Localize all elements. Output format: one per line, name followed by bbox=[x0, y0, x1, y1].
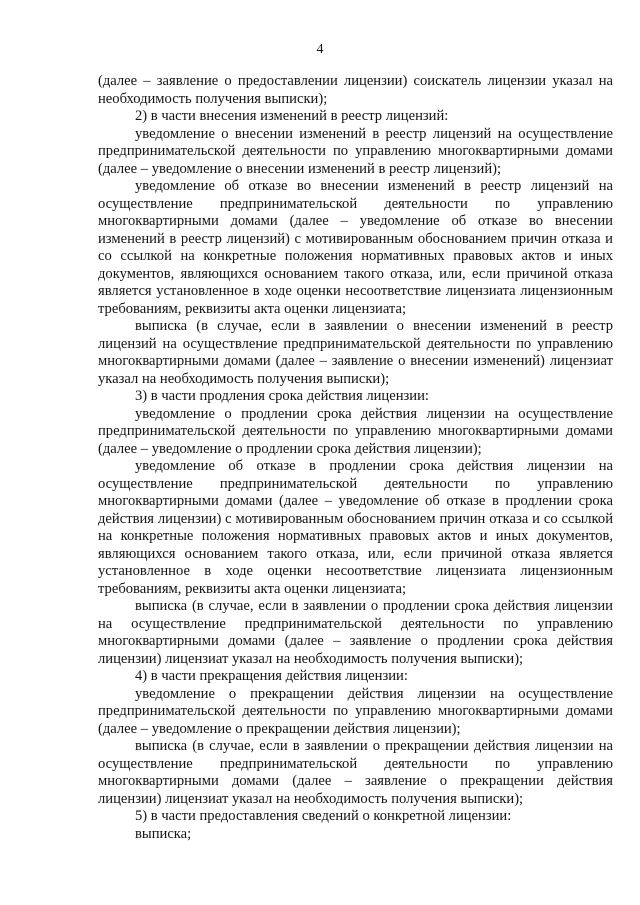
paragraph: уведомление об отказе в продлении срока действия лицензии на осуществление предпринимательской деятельности по управлению многоквартирными домами (далее – уведомление об отказе в продлении срока действия лицензии) с мотивированным обоснованием причин отказа и со ссылкой на конкретные положения нормативных правовых актов и иных документов, являющихся основанием такого отказа, или, если причиной отказа является установленное в ходе оценки несоответствие лицензиата лицензионным требованиям, реквизиты акта оценки лицензиата; bbox=[98, 458, 613, 597]
paragraph: уведомление о прекращении действия лицензии на осуществление предпринимательской деятельности по управлению многоквартирными домами (далее – уведомление о прекращении действия лицензии); bbox=[98, 685, 613, 737]
paragraph: уведомление о продлении срока действия лицензии на осуществление предпринимательской деятельности по управлению многоквартирными домами (далее – уведомление о продлении срока действия лицензии); bbox=[98, 405, 613, 457]
paragraph: уведомление об отказе во внесении изменений в реестр лицензий на осуществление предпринимательской деятельности по управлению многоквартирными домами (далее – уведомление об отказе во внесении изменений в реестр лицензий) с мотивированным обоснованием причин отказа и со ссылкой на конкретные положения нормативных правовых актов и иных документов, являющихся основанием такого отказа, или, если причиной отказа является установленное в ходе оценки несоответствие лицензиата лицензионным требованиям, реквизиты акта оценки лицензиата; bbox=[98, 178, 613, 317]
section-heading-license-info: 5) в части предоставления сведений о конкретной лицензии: bbox=[135, 808, 512, 824]
section-heading-license-extension: 3) в части продления срока действия лицензии: bbox=[135, 388, 429, 404]
section-heading-license-termination: 4) в части прекращения действия лицензии: bbox=[135, 668, 408, 684]
paragraph: выписка (в случае, если в заявлении о продлении срока действия лицензии на осуществление предпринимательской деятельности по управлению многоквартирными домами (далее – заявление о продлении срока действия лицензии) лицензиат указал на необходимость получения выписки); bbox=[98, 598, 613, 667]
paragraph: выписка (в случае, если в заявлении о прекращении действия лицензии на осуществление предпринимательской деятельности по управлению многоквартирными домами (далее – заявление о прекращении действия лицензии) лицензиат указал на необходимость получения выписки); bbox=[98, 738, 613, 807]
paragraph: уведомление о внесении изменений в реестр лицензий на осуществление предпринимательской деятельности по управлению многоквартирными домами (далее – уведомление о внесении изменений в реестр лицензий); bbox=[98, 125, 613, 177]
page-number: 4 bbox=[316, 42, 324, 57]
document-body bbox=[98, 73, 613, 843]
paragraph-continuation: (далее – заявление о предоставлении лицензии) соискатель лицензии указал на необходимость получения выписки); bbox=[98, 73, 613, 107]
paragraph: выписка (в случае, если в заявлении о внесении изменений в реестр лицензий на осуществление предпринимательской деятельности по управлению многоквартирными домами (далее – заявление о внесении изменений) лицензиат указал на необходимость получения выписки); bbox=[98, 318, 613, 387]
section-heading-registry-changes: 2) в части внесения изменений в реестр лицензий: bbox=[135, 108, 449, 124]
paragraph: выписка; bbox=[135, 825, 192, 842]
